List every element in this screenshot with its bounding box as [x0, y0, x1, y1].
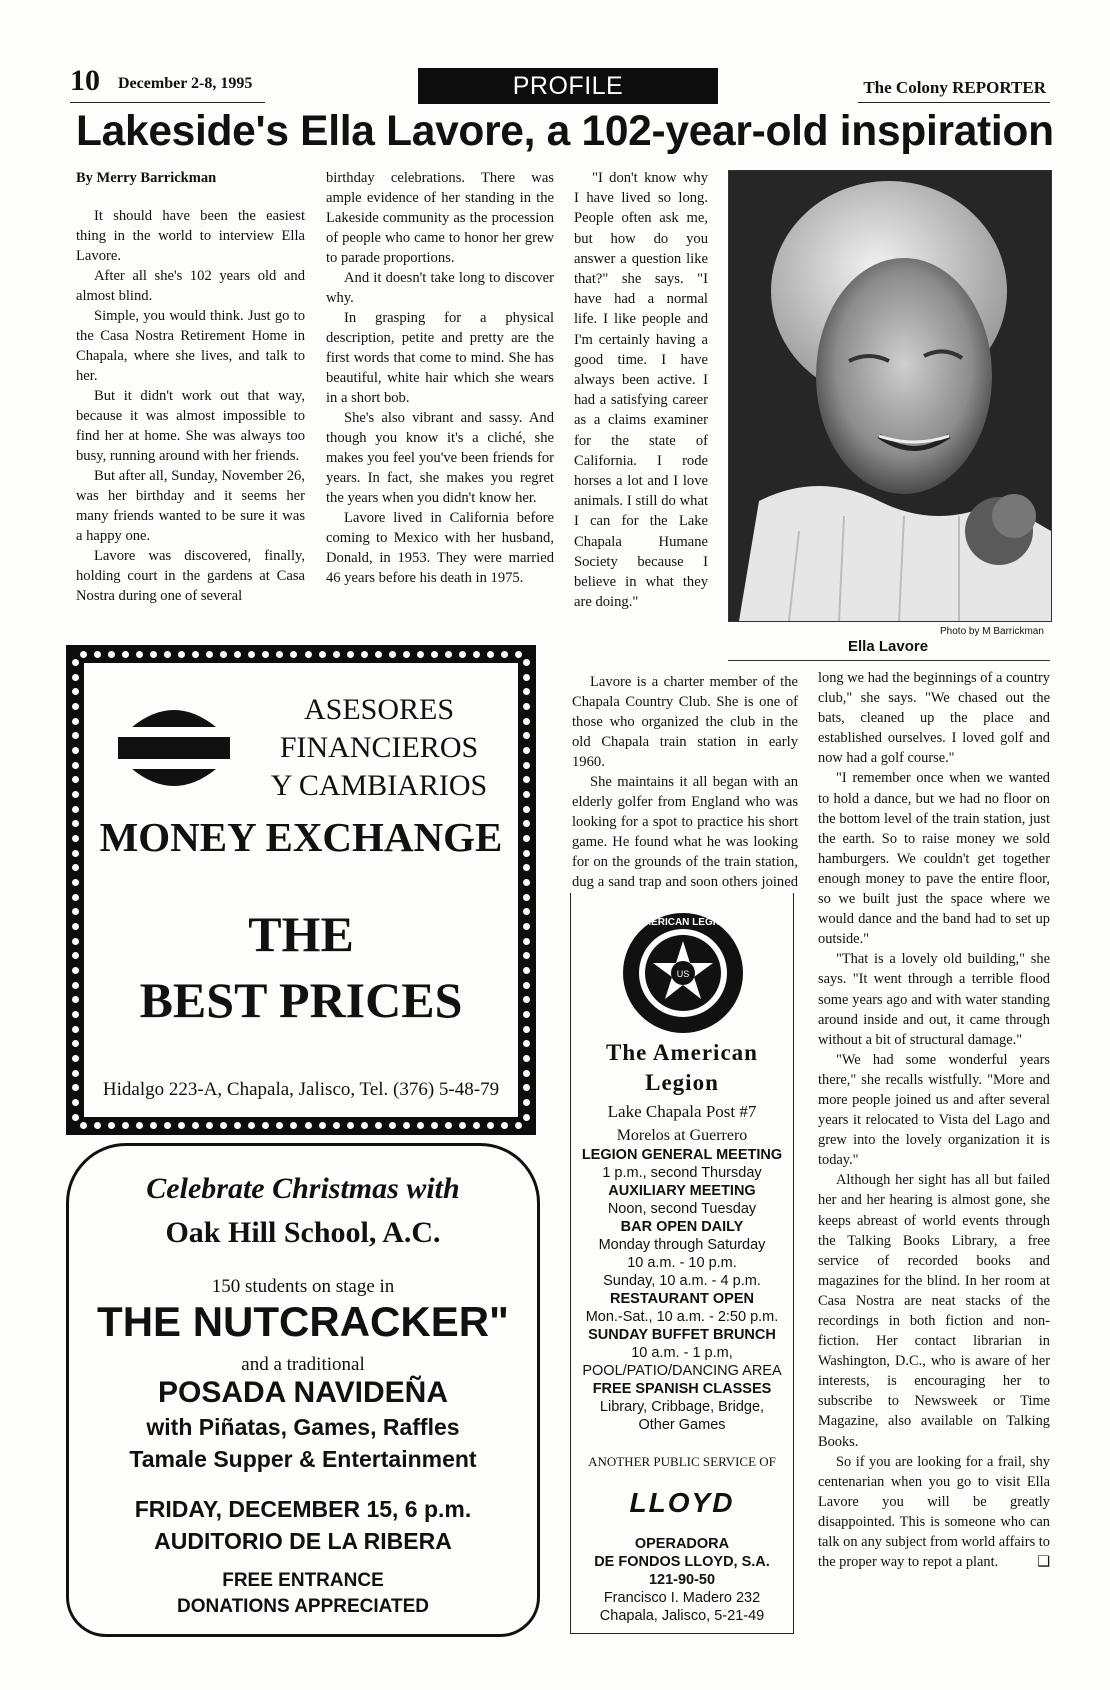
end-mark: ❑ — [1037, 1554, 1050, 1571]
paragraph: Lavore lived in California before coming to Mexico with her husband, Donald, in 1953. They were married 46 years before his death in 1975. — [326, 510, 554, 586]
paragraph: But after all, Sunday, November 26, was her birthday and it seems her many friends wanted to be sure it was a happy one. — [76, 468, 305, 544]
games-line: Other Games — [638, 1417, 726, 1433]
dot-border-left — [72, 659, 79, 1121]
paragraph: In grasping for a physical description, petite and pretty are the first words that come to mind. She has beautiful, white hair which she wears in a short bob. — [326, 310, 554, 406]
legion-title-2: Legion — [645, 1070, 719, 1095]
dot-border-top — [80, 651, 522, 658]
section-banner: PROFILE — [418, 68, 718, 104]
legion-meeting-time: 1 p.m., second Thursday — [602, 1165, 762, 1181]
portrait-photo — [728, 170, 1052, 622]
portrait-image — [729, 171, 1051, 621]
best-prices-line-2: BEST PRICES — [139, 972, 463, 1028]
byline: By Merry Barrickman — [76, 170, 217, 186]
students-line: 150 students on stage in — [211, 1276, 395, 1297]
issue-date: December 2-8, 1995 — [118, 75, 253, 92]
auxiliary-meeting: AUXILIARY MEETING — [608, 1183, 756, 1199]
legion-emblem-icon — [621, 911, 745, 1035]
article-column-1 — [76, 168, 305, 606]
best-prices-line-1: THE — [248, 906, 354, 962]
donations-line: DONATIONS APPRECIATED — [177, 1596, 429, 1617]
money-exchange-title: MONEY EXCHANGE — [99, 814, 503, 860]
legion-title-1: The American — [606, 1040, 758, 1065]
paragraph: Simple, you would think. Just go to the Casa Nostra Retirement Home in Chapala, where she lives, and talk to her. — [76, 308, 305, 384]
header-rule — [70, 102, 265, 103]
auxiliary-time: Noon, second Tuesday — [607, 1201, 757, 1217]
paragraph: "I don't know why I have lived so long. People often ask me, but how do you answer a question like that?" she says. "I have had a normal life. I like people and I'm certainly having a good time. I have always been active. I had a satisfying career as a claims examiner for the state of California. I rode horses a lot and I love animals. I still do what I can for the Lake Chapala Humane Society because I believe in what they are doing." — [574, 170, 708, 611]
show-title: THE NUTCRACKER" — [97, 1298, 509, 1345]
bar-days: Monday through Saturday — [598, 1237, 766, 1253]
christmas-ad — [66, 1143, 540, 1637]
dot-border-bottom — [80, 1122, 522, 1129]
paragraph: She maintains it all began with an elderly golfer from England who was looking for a spot to practice his short game. He found what he was looking for on the grounds of the train station, dug a sand trap and soon others joined — [572, 774, 798, 890]
money-ad-address: Hidalgo 223-A, Chapala, Jalisco, Tel. (376) 5-48-79 — [102, 1079, 500, 1100]
ad-line-3: Y CAMBIARIOS — [270, 769, 488, 802]
operadora-phone: 121-90-50 — [648, 1572, 716, 1588]
ad-line-1: ASESORES — [303, 693, 455, 726]
page-number: 10 — [70, 64, 100, 97]
paragraph: But it didn't work out that way, because it was almost impossible to find her at home. She was always too busy, running around with her friends. — [76, 388, 305, 464]
lloyd-logo: LLOYD — [629, 1487, 735, 1518]
paragraph: "We had some wonderful years there," she recalls wistfully. "More and more people joined us and after several years it relocated to Vista del Lago and grew into the lovely organization it is today." — [818, 1051, 1050, 1169]
operadora-street: Francisco I. Madero 232 — [603, 1590, 761, 1606]
bar-hours: 10 a.m. - 10 p.m. — [627, 1255, 737, 1271]
paragraph — [818, 1452, 1050, 1573]
money-exchange-ad — [66, 645, 536, 1135]
dot-border-right — [523, 659, 530, 1121]
bar-sunday: Sunday, 10 a.m. - 4 p.m. — [603, 1273, 761, 1289]
paragraph: And it doesn't take long to discover why. — [326, 270, 554, 306]
paragraph-text: So if you are looking for a frail, shy centenarian when you go to visit Ella Lavore you will be greatly disappointed. This is someone who can talk on any subject from world affairs to the proper way to repot a plant. — [818, 1453, 1050, 1571]
article-headline: Lakeside's Ella Lavore, a 102-year-old inspiration — [76, 108, 1054, 155]
paragraph: birthday celebrations. There was ample evidence of her standing in the Lakeside community as the procession of people who came to honor her grew to parade proportions. — [326, 170, 554, 266]
article-column-2 — [326, 168, 554, 588]
newspaper-name: The Colony REPORTER — [863, 78, 1046, 97]
money-ad-panel — [84, 663, 518, 1117]
article-column-3 — [574, 168, 708, 612]
paragraph: "That is a lovely old building," she says. "It went through a terrible flood some years ago and with water standing around inside and out, it came through without a bit of structural damage." — [818, 951, 1050, 1048]
header-rule — [858, 102, 1050, 103]
bar-open: BAR OPEN DAILY — [620, 1219, 744, 1235]
operadora-city: Chapala, Jalisco, 5-21-49 — [599, 1608, 765, 1624]
pool-area: POOL/PATIO/DANCING AREA — [582, 1363, 782, 1379]
paragraph: After all she's 102 years old and almost blind. — [76, 268, 305, 304]
paragraph: "I remember once when we wanted to hold a dance, but we had no floor on the bottom level of the train station, just the earth. So to raise money we sold hamburgers. We couldn't get together enough money to pave the entire floor, so we built just the space where we would dance and the band had to set up outside." — [818, 770, 1050, 948]
caption-rule — [728, 660, 1050, 661]
event-venue: AUDITORIO DE LA RIBERA — [154, 1528, 452, 1554]
restaurant-open: RESTAURANT OPEN — [610, 1291, 754, 1307]
photo-caption: Ella Lavore — [848, 638, 929, 655]
paragraph: Although her sight has all but failed her and her hearing is almost gone, she keeps abreast of world events through the Talking Books Library, a free service of recorded books and magazines for the blind. In her room at Casa Nostra are neat stacks of the recordings in both fiction and non-fiction. Her contact librarian in Washington, D.C., who is aware of her interests, is encouraging her to subscribe to Newsweek or Time Magazine, also available on Talking Books. — [818, 1172, 1050, 1450]
operadora-line-1: OPERADORA — [634, 1536, 730, 1552]
photo-credit: Photo by M Barrickman — [940, 626, 1044, 637]
free-entrance: FREE ENTRANCE — [222, 1570, 384, 1591]
emblem-ring-text: AMERICAN LEGION — [635, 917, 731, 928]
emblem-center-text: US — [676, 969, 690, 979]
article-column-3-cont — [572, 672, 798, 912]
event-date: FRIDAY, DECEMBER 15, 6 p.m. — [134, 1496, 472, 1522]
legion-meeting: LEGION GENERAL MEETING — [581, 1147, 783, 1163]
paragraph: It should have been the easiest thing in the world to interview Ella Lavore. — [76, 208, 305, 264]
legion-post: Lake Chapala Post #7 — [607, 1102, 757, 1121]
paragraph: Lavore was discovered, finally, holding court in the gardens at Casa Nostra during one of several — [76, 548, 305, 604]
spanish-classes: FREE SPANISH CLASSES — [592, 1381, 772, 1397]
legion-address: Morelos at Guerrero — [616, 1127, 748, 1144]
article-column-4 — [818, 668, 1050, 1572]
operadora-line-2: DE FONDOS LLOYD, S.A. — [594, 1554, 770, 1570]
public-service: ANOTHER PUBLIC SERVICE OF — [588, 1454, 776, 1469]
library-line: Library, Cribbage, Bridge, — [599, 1399, 765, 1415]
sunday-brunch: SUNDAY BUFFET BRUNCH — [588, 1327, 776, 1343]
bank-logo-icon — [118, 699, 230, 799]
school-name: Oak Hill School, A.C. — [165, 1216, 441, 1249]
xmas-script-line: Celebrate Christmas with — [146, 1172, 460, 1205]
and-line: and a traditional — [241, 1354, 365, 1375]
brunch-hours: 10 a.m. - 1 p.m, — [631, 1345, 733, 1361]
american-legion-ad — [570, 893, 794, 1634]
paragraph: Lavore is a charter member of the Chapala Country Club. She is one of those who organized the club in the old Chapala train station in early 1960. — [572, 674, 798, 770]
paragraph: long we had the beginnings of a country club," she says. "We chased out the bats, cleaned up the place and established ourselves. I loved golf and now had a golf course." — [818, 670, 1050, 767]
supper-line: Tamale Supper & Entertainment — [129, 1446, 477, 1472]
restaurant-hours: Mon.-Sat., 10 a.m. - 2:50 p.m. — [585, 1309, 779, 1325]
posada-title: POSADA NAVIDEÑA — [157, 1376, 449, 1409]
games-line: with Piñatas, Games, Raffles — [146, 1414, 460, 1440]
ad-line-2: FINANCIEROS — [279, 731, 479, 764]
paragraph: She's also vibrant and sassy. And though you know it's a cliché, she makes you feel you've been friends for years. In fact, she makes you regret the years when you didn't know her. — [326, 410, 554, 506]
